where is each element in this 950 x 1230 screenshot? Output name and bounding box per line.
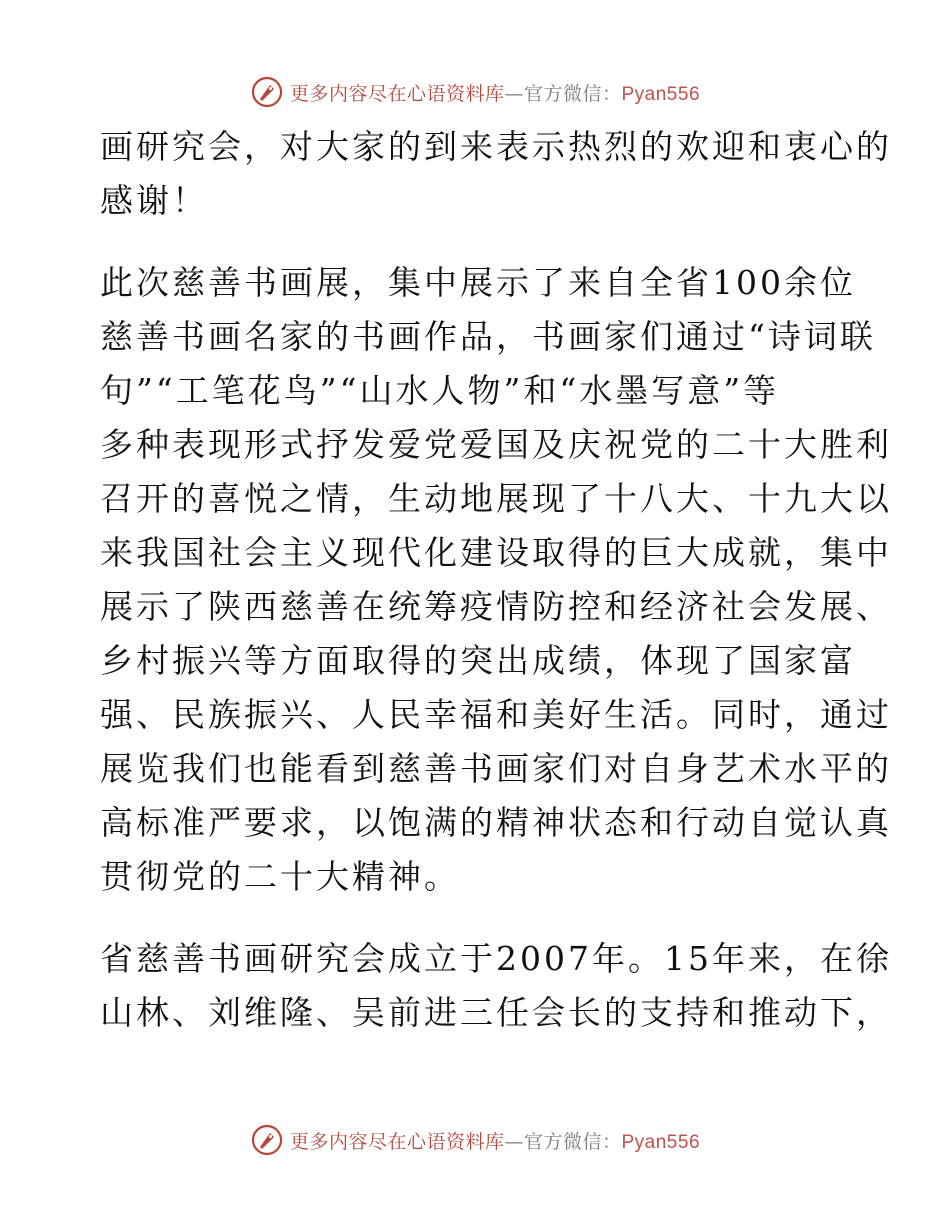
text-line: 山林、刘维隆、吴前进三任会长的支持和推动下，	[100, 993, 892, 1032]
text-line: 省慈善书画研究会成立于2007年。15年来，在徐	[100, 939, 892, 978]
watermark-wechat-id: Pyan556	[621, 83, 701, 105]
text-line: 高标准严要求，以饱满的精神状态和行动自觉认真	[100, 803, 892, 842]
header-watermark	[0, 72, 950, 112]
watermark-brand: 更多内容尽在心语资料库	[289, 82, 505, 105]
text-line: 展示了陕西慈善在统筹疫情防控和经济社会发展、	[100, 587, 892, 626]
text-line: 句”“工笔花鸟”“山水人物”和“水墨写意”等	[100, 371, 780, 410]
paragraph-3	[100, 932, 892, 1040]
watermark-wechat-label: 官方微信：	[523, 1130, 622, 1153]
text-line: 感谢！	[100, 181, 208, 220]
paragraph-2	[100, 256, 892, 904]
document-body	[100, 120, 892, 1040]
watermark-brand: 更多内容尽在心语资料库	[289, 1130, 505, 1153]
text-line: 慈善书画名家的书画作品，书画家们通过“诗词联	[100, 317, 876, 356]
text-line: 多种表现形式抒发爱党爱国及庆祝党的二十大胜利	[100, 425, 892, 464]
paragraph-1	[100, 120, 892, 228]
text-line: 强、民族振兴、人民幸福和美好生活。同时，通过	[100, 695, 892, 734]
watermark-wechat-id: Pyan556	[621, 1131, 701, 1153]
text-line: 来我国社会主义现代化建设取得的巨大成就，集中	[100, 533, 892, 572]
pen-nib-circle-icon	[250, 75, 284, 109]
footer-watermark	[0, 1120, 950, 1160]
watermark-text	[290, 1127, 700, 1154]
watermark-separator: —	[504, 82, 524, 105]
text-line: 此次慈善书画展，集中展示了来自全省100余位	[100, 263, 856, 302]
text-line: 贯彻党的二十大精神。	[100, 857, 460, 896]
text-line: 画研究会，对大家的到来表示热烈的欢迎和衷心的	[100, 127, 892, 166]
text-line: 乡村振兴等方面取得的突出成绩，体现了国家富	[100, 641, 856, 680]
text-line: 展览我们也能看到慈善书画家们对自身艺术水平的	[100, 749, 892, 788]
text-line: 召开的喜悦之情，生动地展现了十八大、十九大以	[100, 479, 892, 518]
watermark-separator: —	[504, 1130, 524, 1153]
watermark-wechat-label: 官方微信：	[523, 82, 622, 105]
pen-nib-circle-icon	[250, 1123, 284, 1157]
watermark-text	[290, 79, 700, 106]
